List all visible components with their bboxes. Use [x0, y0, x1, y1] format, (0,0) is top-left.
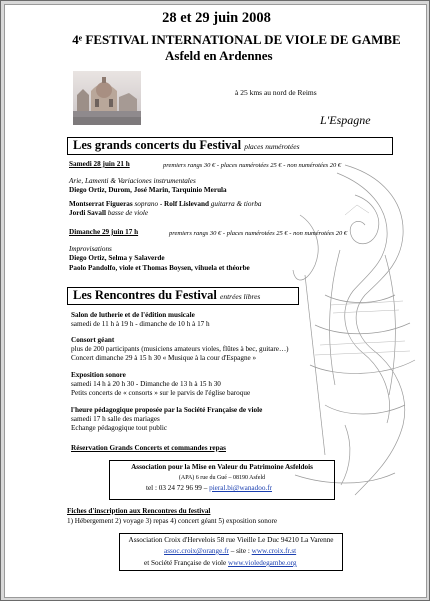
rencontres-heading-note: entrées libres: [220, 292, 261, 301]
artist3-role: basse de viole: [107, 209, 149, 217]
day1-artist3-line: [69, 210, 148, 218]
rencontre-1-line-1: samedi de 11 h à 19 h - dimanche de 10 h à 17 h: [71, 320, 210, 328]
day2-composers: Diego Ortiz, Selma y Salaverde: [69, 254, 165, 262]
sfv-label: et Société Française de viole: [144, 559, 227, 567]
fiches-list: 1) Hébergement 2) voyage 3) repas 4) concert géant 5) exposition sonore: [67, 517, 278, 525]
artist2-name: Rolf Lislevand: [164, 200, 209, 208]
rencontre-4-title: l'heure pédagogique proposée par la Société Française de viole: [71, 406, 263, 414]
reservation-address: (APA) 6 rue du Gué – 08190 Asfeld: [178, 475, 266, 481]
sfv-line: [144, 560, 297, 568]
reservation-email-link[interactable]: pieral.bi@wanadoo.fr: [209, 484, 272, 492]
rencontre-2-title: Consort géant: [71, 336, 115, 344]
fiches-org: Association Croix d'Hervelois 58 rue Vieille Le Duc 94210 La Varenne: [128, 536, 334, 544]
fiches-heading: Fiches d'inscription aux Rencontres du festival: [67, 507, 211, 515]
rencontre-3-line-1: samedi 14 h à 20 h 30 - Dimanche de 13 h à 15 h 30: [71, 380, 221, 388]
rencontres-heading-label: Les Rencontres du Festival: [73, 288, 217, 302]
reservation-phone: tel : 03 24 72 96 99 –: [146, 484, 208, 492]
reservation-phone-line: [146, 485, 272, 493]
day2-prices: premiers rangs 30 € - places numérotées 25 € - non numérotées 20 €: [169, 230, 348, 237]
concerts-heading: [67, 137, 393, 155]
rencontre-3-title: Exposition sonore: [71, 371, 126, 379]
day1-composers: Diego Ortiz, Durom, José Marin, Tarquinio Merula: [69, 186, 227, 194]
artist2-role: guitarra & tiorba: [210, 200, 262, 208]
fiches-site-link[interactable]: www.croix.fr.st: [251, 547, 297, 555]
concerts-heading-note: places numérotées: [244, 142, 300, 151]
rencontre-2-line-2: Concert dimanche 29 à 15 h 30 « Musique à la cour d'Espagne »: [71, 354, 257, 362]
fiches-contact-box: [119, 533, 343, 571]
fiches-email-link[interactable]: assoc.croix@orange.fr: [164, 547, 229, 555]
concerts-heading-label: Les grands concerts du Festival: [73, 138, 242, 152]
rencontre-1-title: Salon de lutherie et de l'édition musicale: [71, 311, 195, 319]
asfeld-church-photo-icon: [73, 71, 141, 125]
artist1-name: Montserrat Figueras: [69, 200, 133, 208]
distance-note: à 25 kms au nord de Reims: [235, 88, 317, 97]
fiches-links-line: [164, 548, 296, 556]
sfv-site-link[interactable]: www.violedegambe.org: [228, 559, 297, 567]
festival-flyer-page: [4, 4, 427, 598]
rencontre-4-line-2: Echange pédagogique tout public: [71, 424, 168, 432]
reservation-heading: Réservation Grands Concerts et commandes repas: [71, 444, 226, 452]
reservation-contact-box: [109, 460, 335, 500]
festival-dates: 28 et 29 juin 2008: [162, 10, 271, 26]
guest-country: L'Espagne: [320, 113, 371, 127]
festival-location: Asfeld en Ardennes: [165, 48, 273, 63]
artist1-role: soprano -: [134, 200, 163, 208]
day2-program: Improvisations: [69, 245, 112, 253]
day2-date: Dimanche 29 juin 17 h: [69, 228, 139, 236]
rencontre-4-line-1: samedi 17 h salle des mariages: [71, 415, 160, 423]
fiches-site-label: – site :: [230, 547, 250, 555]
rencontres-heading: [67, 287, 299, 305]
day1-prices: premiers rangs 30 € - places numérotées 25 € - non numérotées 20 €: [163, 162, 342, 169]
festival-title: 4ᵉ FESTIVAL INTERNATIONAL DE VIOLE DE GAMBE: [72, 32, 401, 47]
day1-artists-line: [69, 201, 262, 209]
rencontre-2-line-1: plus de 200 participants (musiciens amateurs violes, flûtes à bec, guitare…): [71, 345, 289, 353]
day1-date: Samedi 28 juin 21 h: [69, 160, 130, 168]
reservation-org: Association pour la Mise en Valeur du Patrimoine Asfeldois: [131, 463, 313, 471]
day1-program: Arie, Lamenti & Variaciones instrumentales: [69, 177, 196, 185]
rencontre-3-line-2: Petits concerts de « consorts » sur le parvis de l'église baroque: [71, 389, 251, 397]
artist3-name: Jordi Savall: [69, 209, 106, 217]
day2-artists: Paolo Pandolfo, viole et Thomas Boysen, vihuela et théorbe: [69, 264, 250, 272]
